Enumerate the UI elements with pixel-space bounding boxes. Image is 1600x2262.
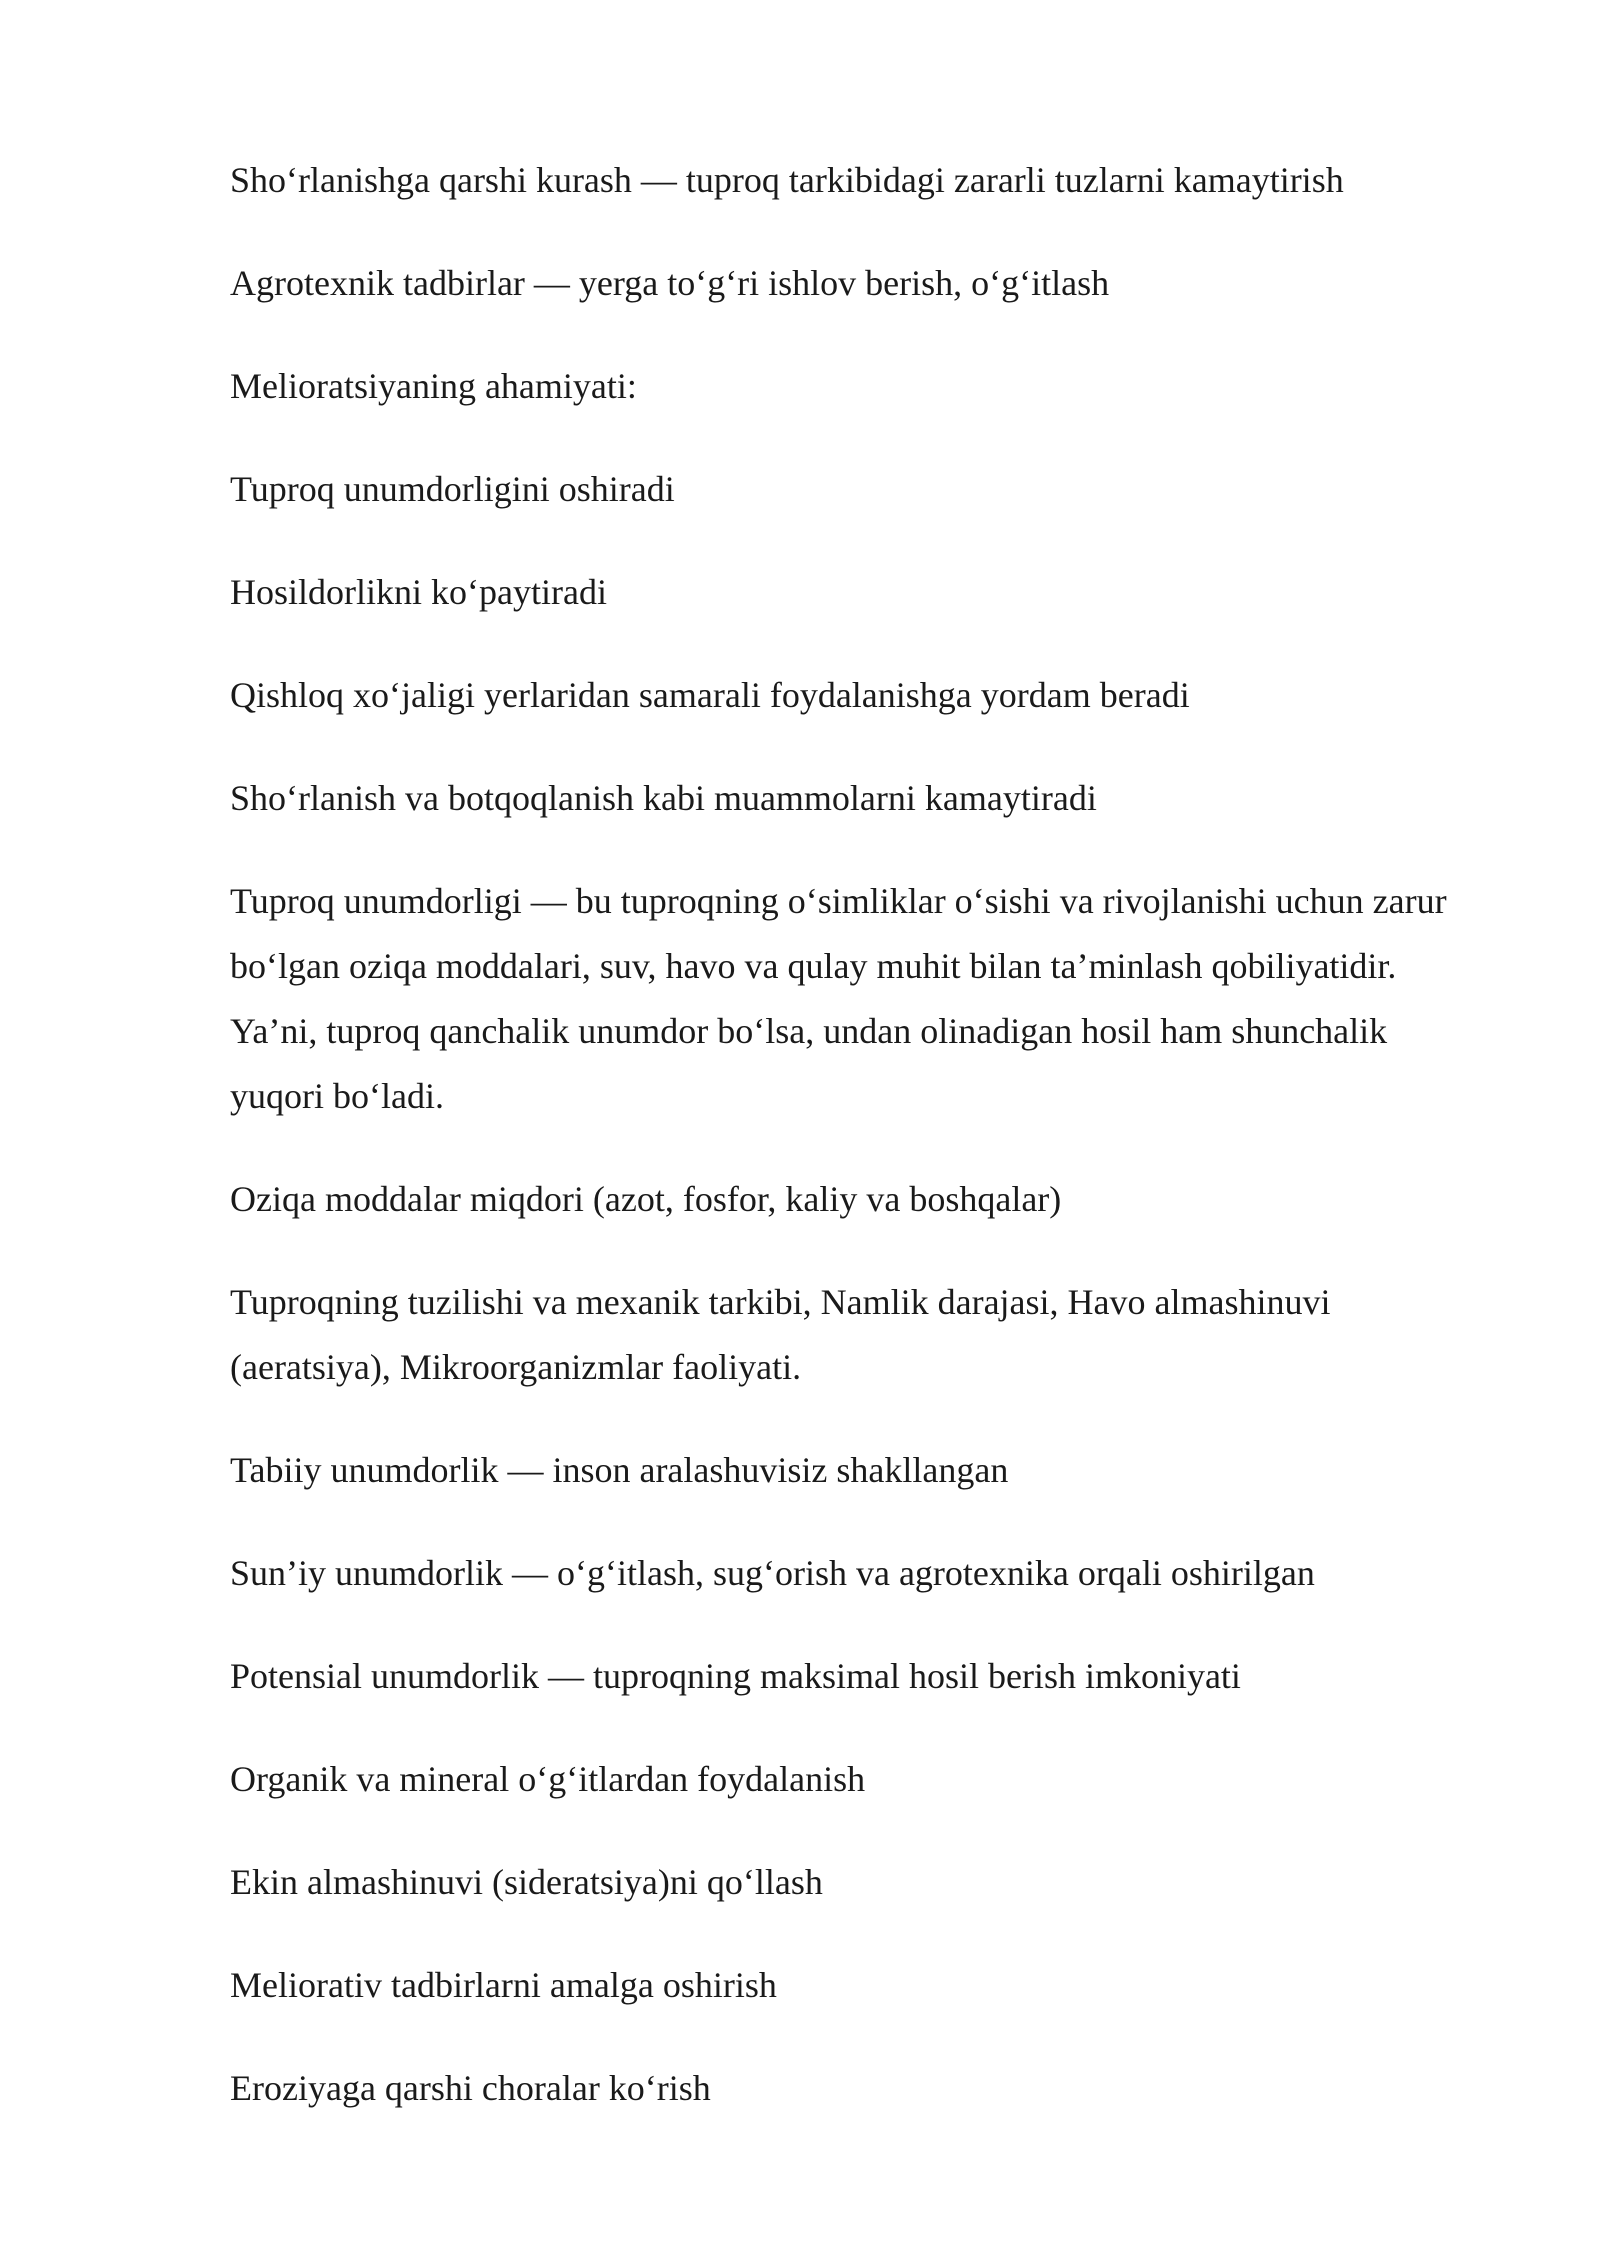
document-body (230, 148, 1490, 2159)
paragraph: Tuproqning tuzilishi va mexanik tarkibi, Namlik darajasi, Havo almashinuvi (aeratsiya), Mikroorganizmlar faoliyati. (230, 1282, 1331, 1387)
paragraph: Agrotexnik tadbirlar — yerga to‘g‘ri ishlov berish, o‘g‘itlash (230, 263, 1110, 303)
paragraph: Hosildorlikni ko‘paytiradi (230, 572, 607, 612)
paragraph: Eroziyaga qarshi choralar ko‘rish (230, 2068, 711, 2108)
paragraph: Tabiiy unumdorlik — inson aralashuvisiz shakllangan (230, 1450, 1009, 1490)
paragraph: Sun’iy unumdorlik — o‘g‘itlash, sug‘orish va agrotexnika orqali oshirilgan (230, 1553, 1315, 1593)
paragraph: Sho‘rlanishga qarshi kurash — tuproq tarkibidagi zararli tuzlarni kamaytirish (230, 160, 1344, 200)
paragraph: Potensial unumdorlik — tuproqning maksimal hosil berish imkoniyati (230, 1656, 1241, 1696)
paragraph: Sho‘rlanish va botqoqlanish kabi muammolarni kamaytiradi (230, 778, 1097, 818)
paragraph: Qishloq xo‘jaligi yerlaridan samarali foydalanishga yordam beradi (230, 675, 1190, 715)
paragraph: Tuproq unumdorligini oshiradi (230, 469, 675, 509)
paragraph: Meliorativ tadbirlarni amalga oshirish (230, 1965, 777, 2005)
paragraph: Tuproq unumdorligi — bu tuproqning o‘simliklar o‘sishi va rivojlanishi uchun zarur bo‘lgan oziqa moddalari, suv, havo va qulay muhit bilan ta’minlash qobiliyatidir. Ya’ni, tuproq qanchalik unumdor bo‘lsa, undan olinadigan hosil ham shunchalik yuqori bo‘ladi. (230, 881, 1447, 1116)
paragraph: Ekin almashinuvi (sideratsiya)ni qo‘llash (230, 1862, 823, 1902)
paragraph: Organik va mineral o‘g‘itlardan foydalanish (230, 1759, 866, 1799)
section-heading: Melioratsiyaning ahamiyati: (230, 366, 637, 406)
paragraph: Oziqa moddalar miqdori (azot, fosfor, kaliy va boshqalar) (230, 1179, 1062, 1219)
